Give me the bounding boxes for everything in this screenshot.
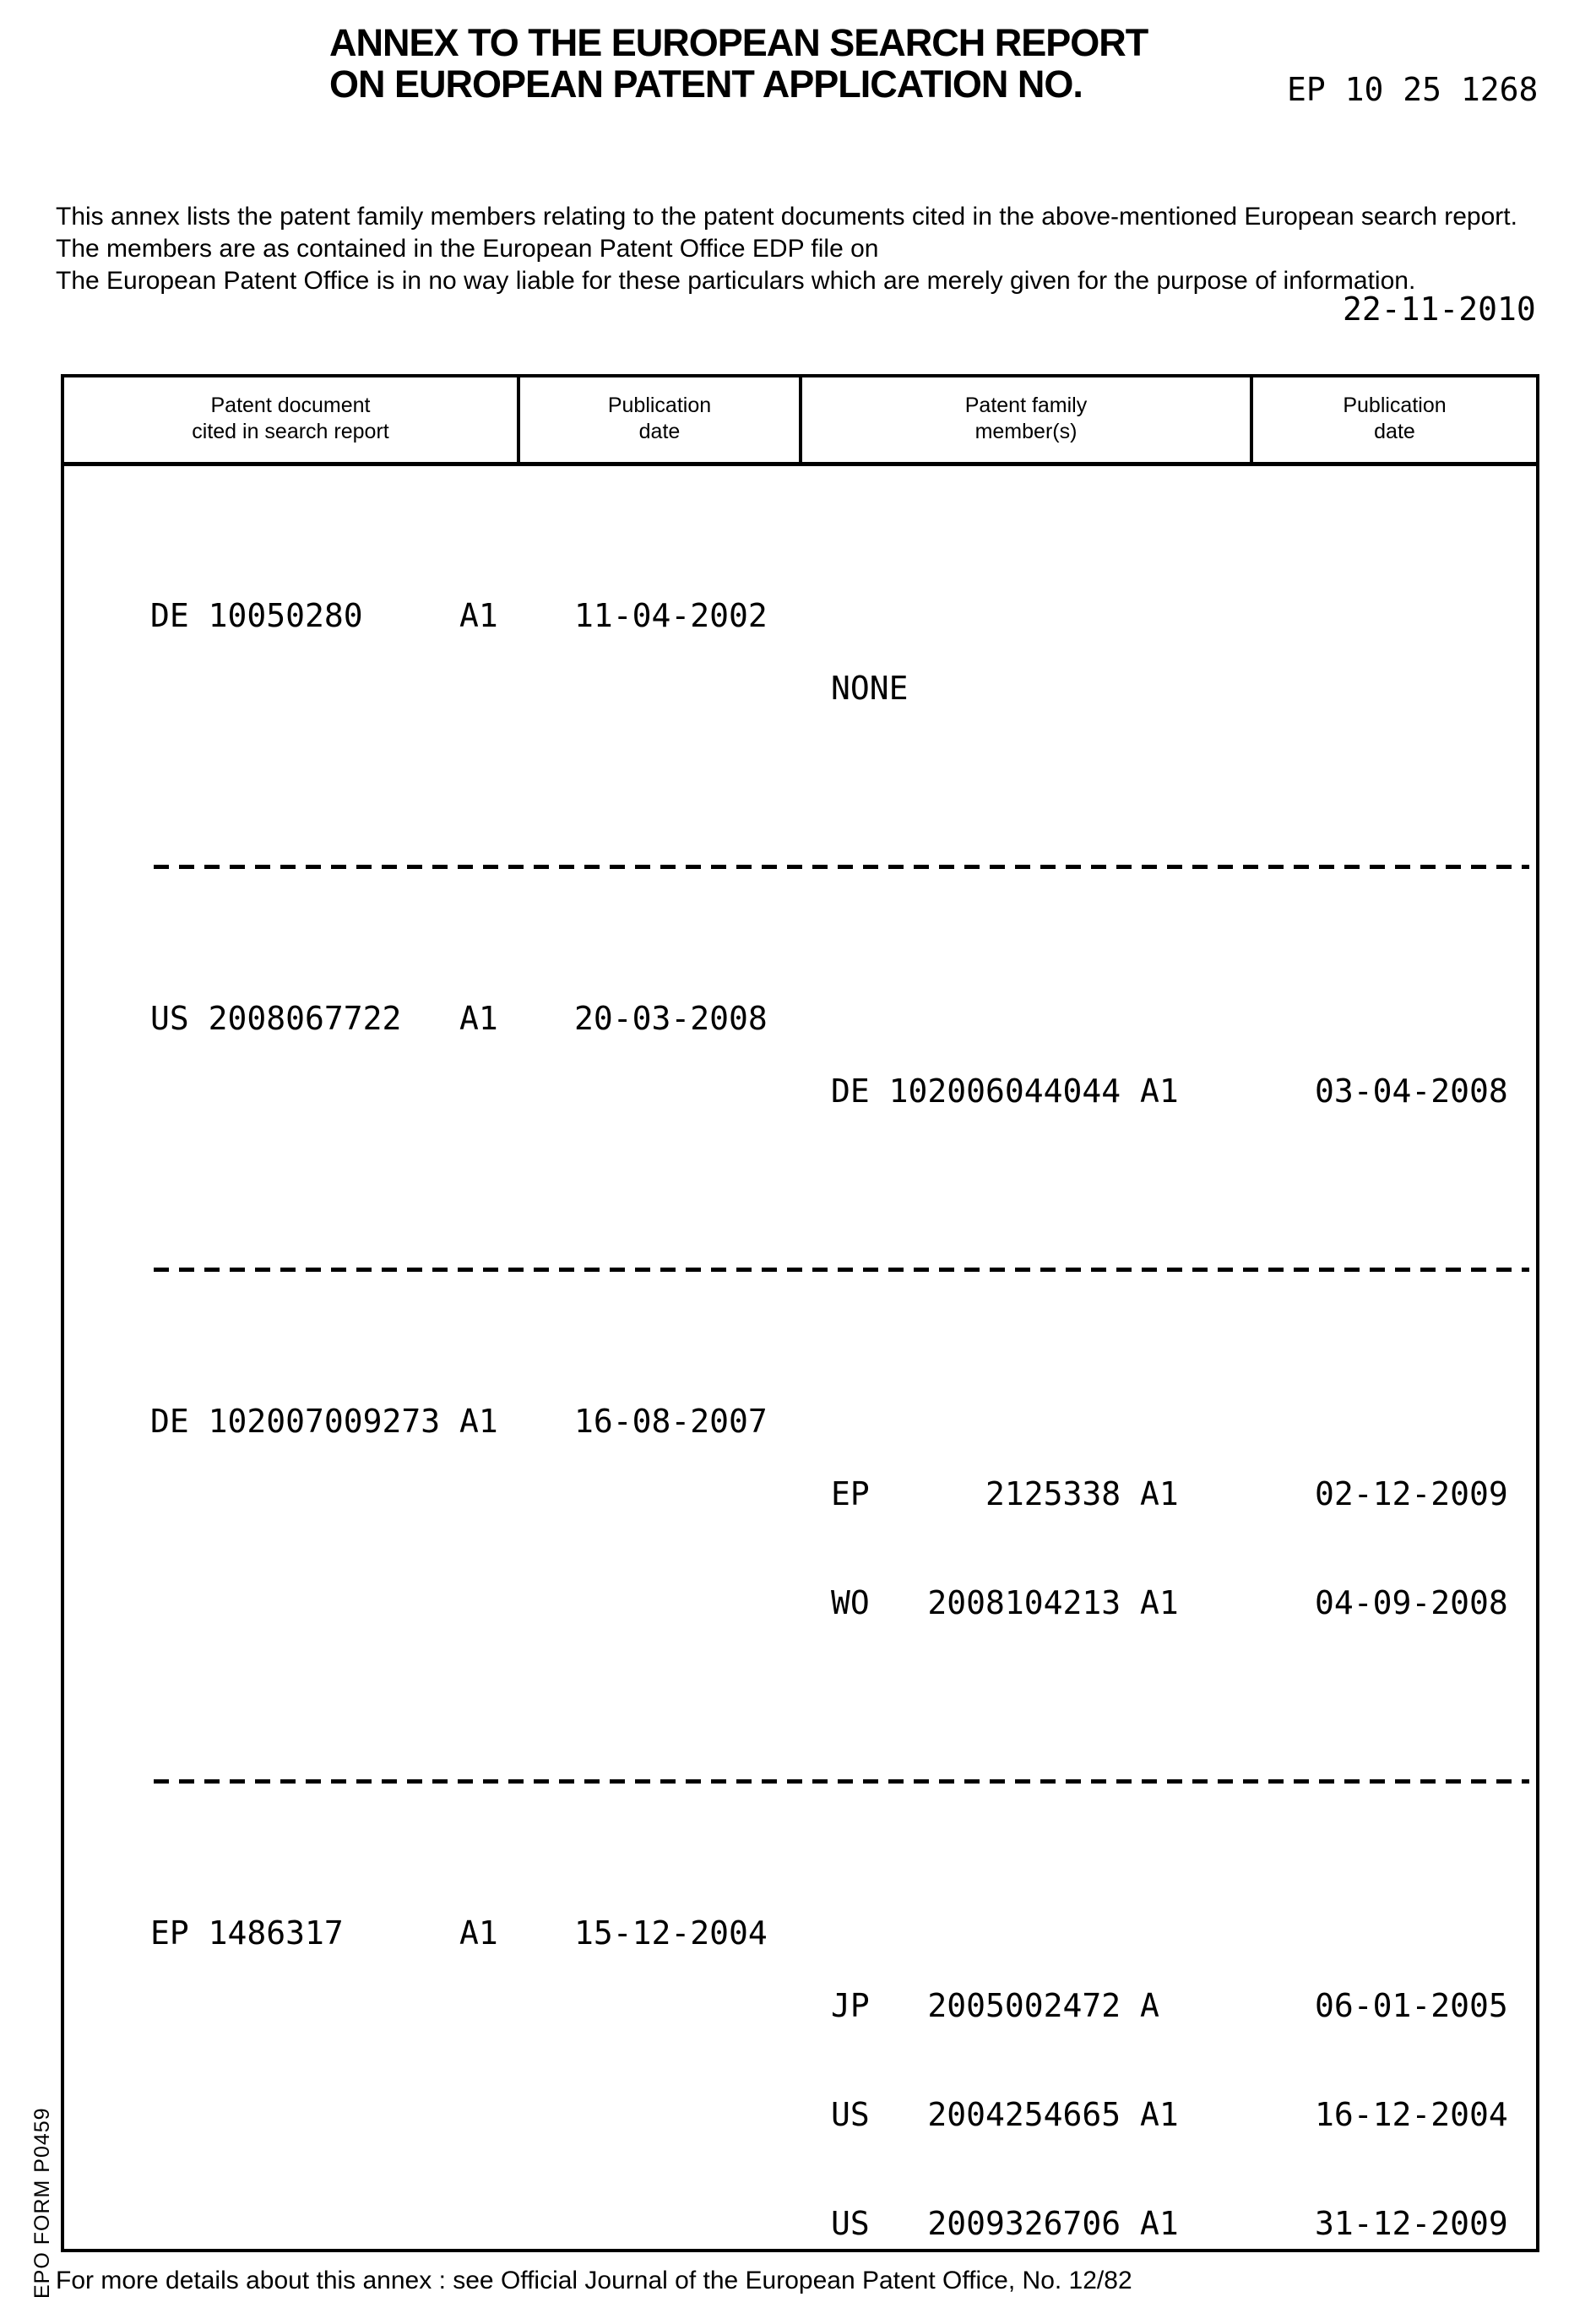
family-date-cell <box>1253 1001 1536 1182</box>
column-header-family-publication-date: Publication date <box>1343 394 1447 443</box>
report-date: 22-11-2010 <box>1343 290 1536 328</box>
dashed-separator <box>154 1779 1529 1784</box>
family-date-line: 02-12-2009 <box>1315 1475 1508 1512</box>
family-member-line: WO 2008104213 A1 <box>831 1584 1179 1621</box>
family-member-line: JP 2005002472 A <box>831 1987 1159 2024</box>
family-date-cell <box>1253 1915 1536 2315</box>
family-member-line: DE 102006044044 A1 <box>831 1072 1179 1110</box>
family-member-line: EP 2125338 A1 <box>831 1475 1179 1512</box>
dashed-separator <box>154 865 1529 869</box>
family-date-line: 04-09-2008 <box>1315 1584 1508 1621</box>
family-member-line: US 2009326706 A1 <box>831 2205 1179 2242</box>
table-row <box>64 1915 1536 2315</box>
table-header-row <box>64 377 1536 466</box>
publication-date-cell: 16-08-2007 <box>574 1403 768 1440</box>
annex-note-line1: This annex lists the patent family members relating to the patent documents cited in the above-mentioned European search report. <box>56 203 1517 231</box>
annex-notes <box>56 201 1517 297</box>
table-row <box>64 1404 1536 1694</box>
family-date-line: 06-01-2005 <box>1315 1987 1508 2024</box>
footer-note: For more details about this annex : see Official Journal of the European Patent Office, No. 12/82 <box>56 2267 1132 2294</box>
family-date-line: 31-12-2009 <box>1315 2205 1508 2242</box>
table-row <box>64 598 1536 779</box>
document-title-line1: ANNEX TO THE EUROPEAN SEARCH REPORT <box>329 21 1148 64</box>
table-row <box>64 1001 1536 1182</box>
document-title <box>329 22 1148 105</box>
family-member-cell <box>802 1001 1253 1182</box>
document-title-line2: ON EUROPEAN PATENT APPLICATION NO. <box>329 62 1083 106</box>
annex-note-line2: The members are as contained in the European Patent Office EDP file on <box>56 235 879 263</box>
publication-date-cell: 20-03-2008 <box>574 1000 768 1037</box>
family-date-cell <box>1253 1404 1536 1694</box>
patent-family-table <box>61 374 1539 2252</box>
annex-note-line3: The European Patent Office is in no way liable for these particulars which are merely given for the purpose of information. <box>56 267 1416 295</box>
column-header-patent-family: Patent family member(s) <box>802 377 1253 462</box>
cited-document-cell: DE 102007009273 A1 <box>150 1403 498 1440</box>
table-body <box>64 466 1536 2324</box>
family-member-line: NONE <box>831 670 909 707</box>
cited-document-cell: EP 1486317 A1 <box>150 1914 498 1952</box>
family-date-cell <box>1253 598 1536 779</box>
column-header-cited-document: Patent document cited in search report <box>64 377 520 462</box>
family-member-line: US 2004254665 A1 <box>831 2096 1179 2133</box>
family-date-line: 03-04-2008 <box>1315 1072 1508 1110</box>
publication-date-cell: 15-12-2004 <box>574 1914 768 1952</box>
family-date-line: 16-12-2004 <box>1315 2096 1508 2133</box>
application-number: EP 10 25 1268 <box>1287 71 1539 108</box>
form-code: EPO FORM P0459 <box>30 2107 54 2299</box>
family-member-cell <box>802 598 1253 779</box>
cited-document-cell: DE 10050280 A1 <box>150 597 498 634</box>
column-header-publication-date: Publication date <box>520 377 802 462</box>
family-member-cell <box>802 1915 1253 2315</box>
family-member-cell <box>802 1404 1253 1694</box>
dashed-separator <box>154 1268 1529 1272</box>
cited-document-cell: US 2008067722 A1 <box>150 1000 498 1037</box>
publication-date-cell: 11-04-2002 <box>574 597 768 634</box>
